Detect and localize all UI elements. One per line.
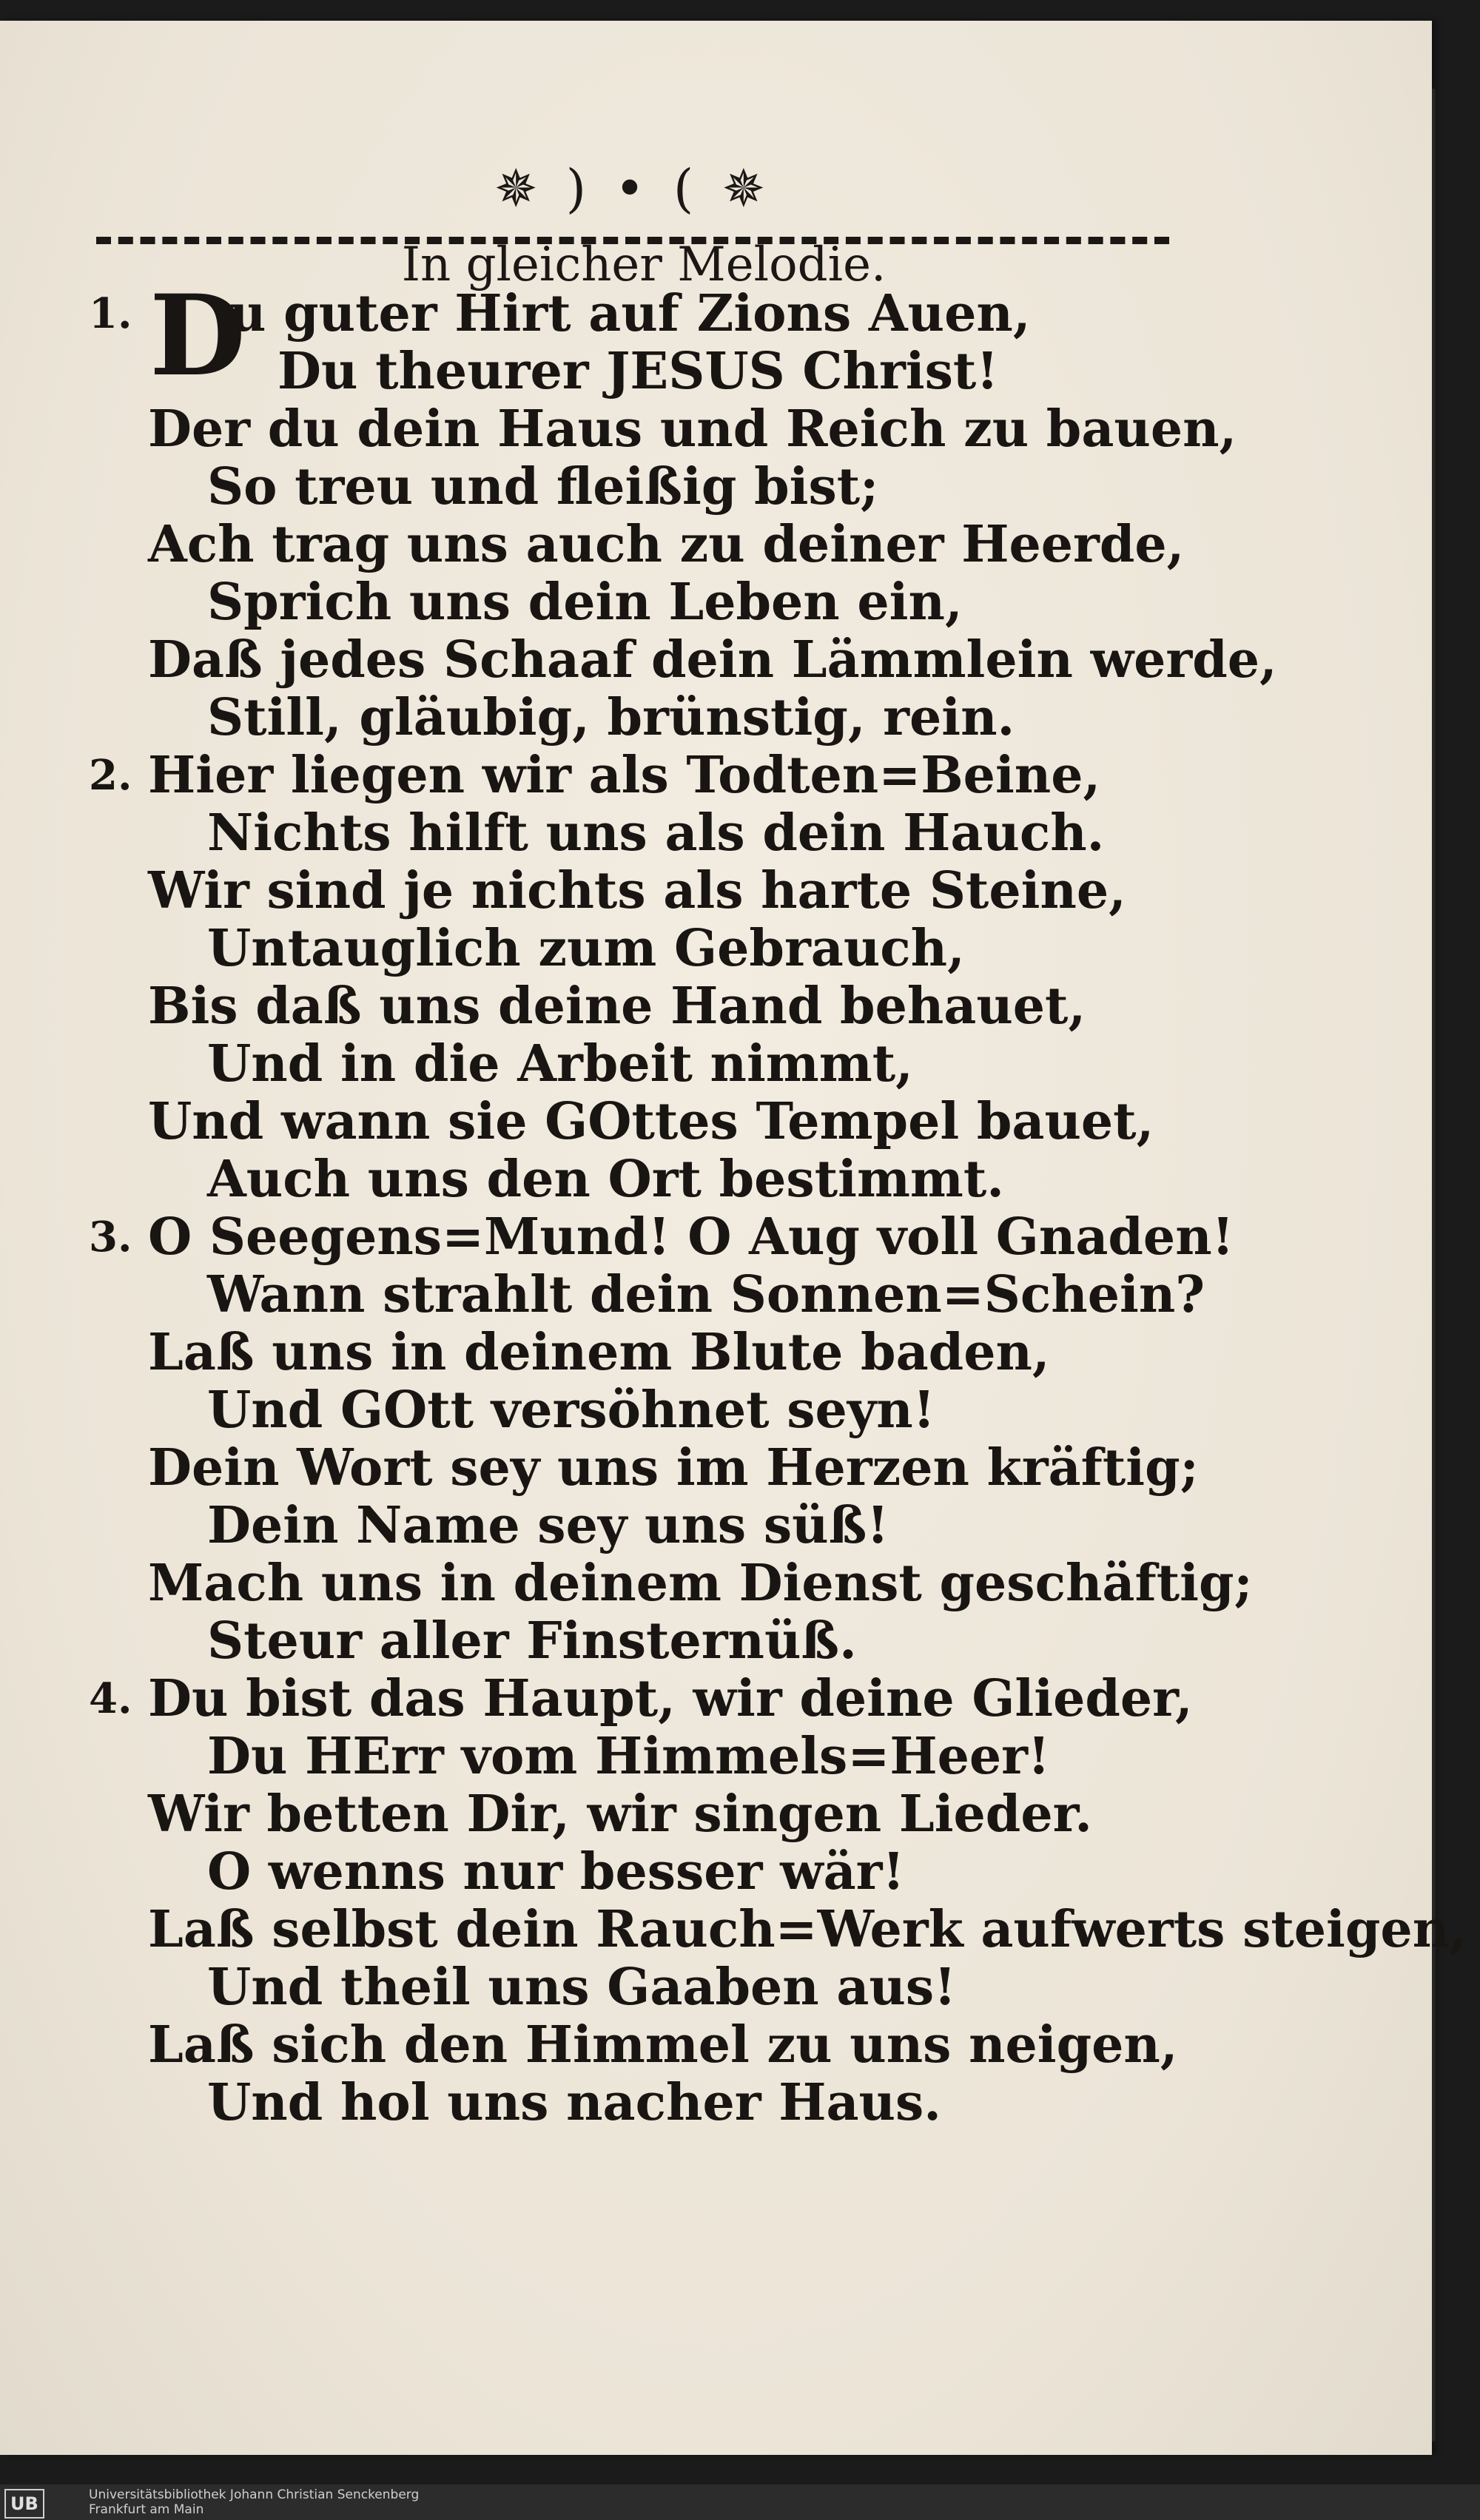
verse-line [81, 1843, 1265, 1901]
institution-line-2: Frankfurt am Main [89, 2502, 204, 2517]
verse-text: So treu und fleißig bist; [207, 457, 879, 516]
stanza-number: 2. [89, 751, 132, 800]
verse-text: Du HErr vom Himmels=Heer! [207, 1727, 1050, 1786]
verse-line [81, 920, 1265, 977]
verse-line [81, 458, 1265, 516]
verse-line [81, 1381, 1265, 1439]
verse-line [81, 1439, 1265, 1497]
verse-line [81, 1728, 1265, 1785]
verse-text: O Seegens=Mund! O Aug voll Gnaden! [148, 1207, 1234, 1267]
verse-line [81, 573, 1265, 631]
verse-line [81, 630, 1277, 690]
verse-line [81, 400, 1265, 458]
verse-line [81, 1035, 1265, 1093]
stanza-number: 3. [89, 1213, 132, 1261]
verse-line [81, 1093, 1265, 1150]
verse-text: Dein Name sey uns süß! [207, 1496, 889, 1555]
verse-line [81, 862, 1265, 920]
verse-line [81, 516, 1265, 573]
verse-line [81, 977, 1265, 1035]
verse-line [81, 1612, 1265, 1670]
verse-line [81, 1785, 1265, 1843]
verse-text: Nichts hilft uns als dein Hauch. [207, 803, 1105, 863]
header-ornament: ✵ ) • ( ✵ [494, 158, 772, 219]
verse-text: Und wann sie GOttes Tempel bauet, [148, 1092, 1154, 1151]
institution-line-1: Universitätsbibliothek Johann Christian Senckenberg [89, 2487, 420, 2502]
stanza-number: 4. [89, 1674, 132, 1723]
verse-text: Der du dein Haus und Reich zu bauen, [148, 400, 1237, 459]
verse-text: Wir betten Dir, wir singen Lieder. [148, 1785, 1092, 1844]
verse-text: Und hol uns nacher Haus. [207, 2073, 941, 2132]
ub-logo: UB [4, 2489, 44, 2519]
verse-text: Wir sind je nichts als harte Steine, [148, 861, 1126, 920]
hymn-verses [81, 271, 1467, 2132]
verse-text: Und theil uns Gaaben aus! [207, 1958, 956, 2017]
verse-text: Und in die Arbeit nimmt, [207, 1034, 913, 1094]
verse-text: Bis daß uns deine Hand behauet, [148, 977, 1086, 1036]
verse-line [81, 343, 1265, 400]
verse-text: Sprich uns dein Leben ein, [207, 573, 963, 632]
verse-text: Und GOtt versöhnet seyn! [207, 1381, 935, 1440]
stanza-4 [81, 1669, 1467, 2132]
stanza-3 [81, 1208, 1265, 1670]
verse-line [81, 689, 1265, 747]
institution-name [89, 2487, 419, 2517]
verse-line [81, 1670, 1265, 1728]
verse-text: Du theurer JESUS Christ! [278, 342, 999, 401]
stanza-2 [81, 747, 1265, 1208]
verse-text: Daß jedes Schaaf dein Lämmlein werde, [148, 630, 1277, 690]
verse-line [81, 1958, 1265, 2016]
library-footer [0, 2484, 1480, 2520]
verse-text: Wann strahlt dein Sonnen=Schein? [207, 1265, 1205, 1324]
drop-cap: D [149, 271, 246, 401]
stanza-1 [81, 271, 1277, 747]
verse-line [81, 2074, 1265, 2132]
verse-text: Mach uns in deinem Dienst geschäftig; [148, 1554, 1253, 1613]
verse-line [81, 1497, 1265, 1554]
verse-text: Dein Wort sey uns im Herzen kräftig; [148, 1438, 1199, 1497]
verse-line [81, 1554, 1265, 1612]
verse-line [81, 1900, 1467, 1959]
verse-line [81, 804, 1265, 862]
verse-text: Steur aller Finsternüß. [207, 1611, 857, 1671]
verse-line [81, 747, 1265, 804]
verse-line [81, 1208, 1265, 1266]
verse-text: Du bist das Haupt, wir deine Glieder, [148, 1669, 1193, 1728]
verse-line [81, 1150, 1265, 1208]
hymn-title: In gleicher Melodie. [401, 237, 887, 292]
verse-line [81, 1266, 1265, 1324]
verse-text: Laß uns in deinem Blute baden, [148, 1323, 1050, 1382]
verse-text: Auch uns den Ort bestimmt. [207, 1150, 1004, 1209]
verse-line [81, 1324, 1265, 1381]
verse-text: u guter Hirt auf Zions Auen, [229, 284, 1031, 343]
verse-text: O wenns nur besser wär! [207, 1842, 905, 1901]
verse-text: Untauglich zum Gebrauch, [207, 919, 965, 978]
verse-text: Still, gläubig, brünstig, rein. [207, 688, 1015, 747]
verse-text: Laß sich den Himmel zu uns neigen, [148, 2015, 1178, 2075]
page-header [96, 155, 1169, 244]
verse-text: Hier liegen wir als Todten=Beine, [148, 746, 1101, 805]
stanza-number: 1. [89, 289, 132, 338]
verse-text: Ach trag uns auch zu deiner Heerde, [148, 515, 1185, 574]
verse-text: Laß selbst dein Rauch=Werk aufwerts steigen, [148, 1900, 1467, 1959]
verse-line [81, 2016, 1265, 2074]
